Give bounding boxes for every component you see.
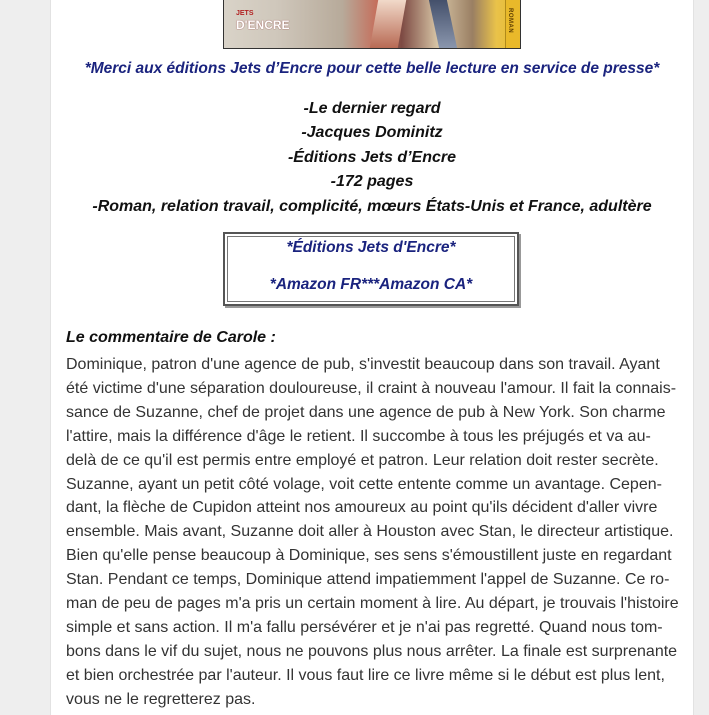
comment-line: sance de Suzanne, chef de projet dans une agence de pub à New York. Son charme (66, 403, 666, 421)
comment-line: vous ne le regretterez pas. (66, 690, 256, 708)
book-author: -Jacques Dominitz (301, 124, 443, 142)
comment-line: l'attire, mais la différence d'âge le retient. Il succombe à tous les préjugés et va au- (66, 427, 651, 445)
publisher-logo-small: JETS (236, 10, 254, 17)
comment-line: delà de ce qu'il est permis entre employé et patron. Leur relation doit rester secrète. (66, 451, 659, 469)
comment-line: Bien qu'elle pense beaucoup à Dominique, ses sens s'émoustillent juste en regardant (66, 547, 672, 565)
cover-spine-text: ROMAN (507, 8, 513, 34)
cover-art-streak (370, 0, 406, 48)
amazon-links[interactable]: *Amazon FR***Amazon CA* (269, 276, 473, 293)
book-cover-image[interactable] (223, 0, 521, 49)
comment-line: ensemble. Mais avant, Suzanne doit aller à Houston avec Stan, le directeur artistique. (66, 523, 674, 541)
book-title: -Le dernier regard (303, 100, 441, 117)
cover-art-streak (429, 0, 457, 48)
purchase-links-box (223, 232, 519, 306)
publisher-link[interactable]: *Éditions Jets d'Encre* (286, 239, 456, 256)
comment-line: Dominique, patron d'une agence de pub, s'investit beaucoup dans son travail. Ayant (66, 356, 660, 373)
book-pages: -172 pages (330, 173, 414, 191)
comment-line: dant, la flèche de Cupidon atteint nos amoureux au point qu'ils décident d'aller vivre (66, 499, 658, 517)
comment-line: été victime d'une séparation douloureuse, il craint à nouveau l'amour. Il fait la connais- (66, 379, 677, 397)
post-content (50, 0, 694, 715)
comment-line: Suzanne, ayant un petit côté volage, voit cette entente comme un avantage. Cepen- (66, 475, 662, 493)
comment-line: bons dans le vif du sujet, nous ne pouvons plus nous arrêter. La finale est surprenante (66, 642, 678, 660)
comment-body (66, 353, 678, 712)
book-info (51, 97, 693, 219)
publisher-logo (236, 10, 290, 32)
thanks-note: *Merci aux éditions Jets d’Encre pour cette belle lecture en service de presse* (84, 60, 660, 77)
comment-line: Stan. Pendant ce temps, Dominique attend impatiemment l'appel de Suzanne. Ce ro- (66, 571, 670, 589)
comment-line: man de peu de pages m'a pris un certain moment à lire. Au départ, je trouvais l'histoire (66, 595, 679, 613)
publisher-logo-big: D'ENCRE (236, 18, 290, 32)
comment-line: et bien orchestrée par l'auteur. Il vous faut lire ce livre même si le début est plus lent, (66, 666, 665, 684)
book-publisher: -Éditions Jets d’Encre (287, 148, 457, 166)
comment-heading: Le commentaire de Carole : (66, 329, 276, 346)
book-genres: -Roman, relation travail, complicité, mœurs États-Unis et France, adultère (92, 197, 652, 215)
cover-spine (505, 0, 520, 48)
comment-line: simple et sans action. Il m'a fallu persévérer et je n'ai pas regretté. Quand nous tom- (66, 618, 663, 636)
